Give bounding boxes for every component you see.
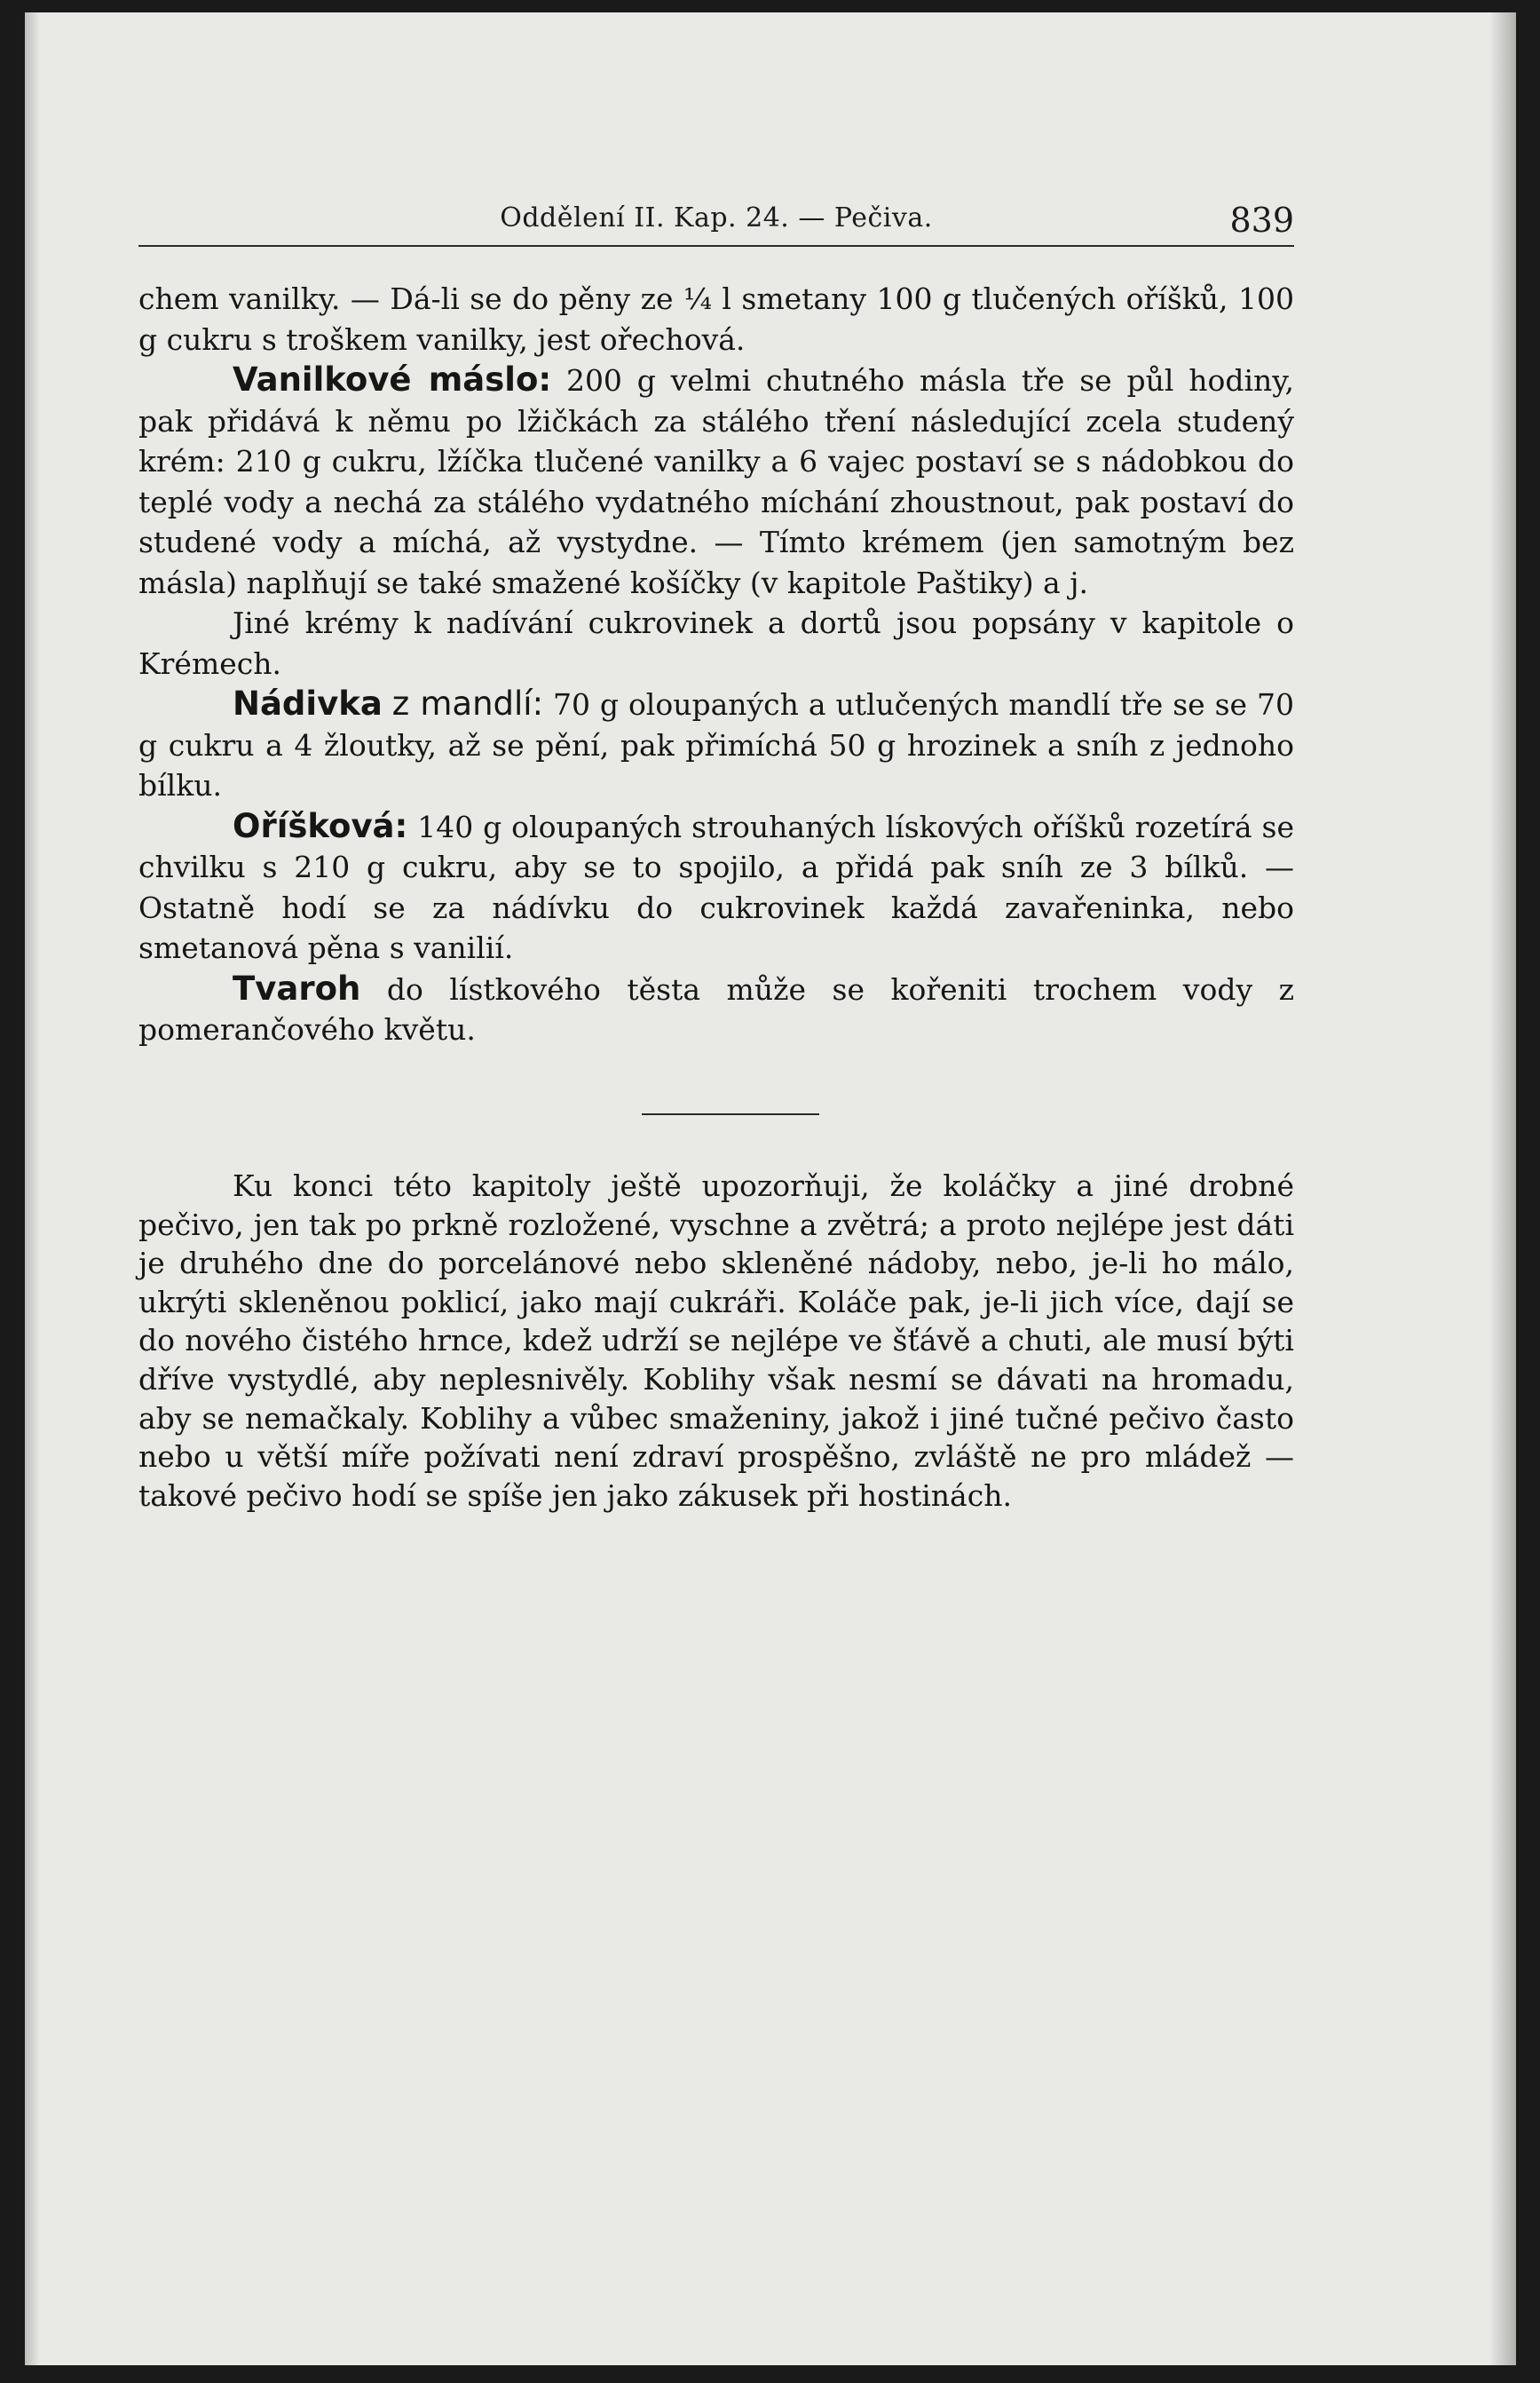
closing-section <box>138 1167 1294 1515</box>
paragraph-hazelnut <box>138 806 1294 969</box>
heading-curd: Tvaroh <box>233 969 361 1008</box>
paragraph-other-creams: Jiné krémy k nadívání cukrovinek a dortů jsou popsány v kapitole o Krémech. <box>138 606 1294 681</box>
paragraph-almond-filling <box>138 684 1294 806</box>
paragraph-continuation: chem vanilky. — Dá-li se do pěny ze ¼ l smetany 100 g tlučených oříšků, 100 g cukru s troškem vanilky, jest ořechová. <box>138 281 1294 357</box>
header-rule <box>138 245 1294 247</box>
heading-vanilla-butter: Vanilkové máslo: <box>233 360 552 399</box>
paragraph-curd <box>138 969 1294 1050</box>
closing-paragraph: Ku konci této kapitoly ještě upozorňuji, že koláčky a jiné drobné pečivo, jen tak po prkně rozložené, vyschne a zvětrá; a proto nejlépe jest dáti je druhého dne do porcelánové nebo skleněné nádoby, nebo, je-li ho málo, ukrýti skleněnou poklicí, jako mají cukráři. Koláče pak, je-li jich více, dají se do nového čistého hrnce, kdež udrží se nejlépe ve šťávě a chuti, ale musí býti dříve vystydlé, aby neplesnivěly. Koblihy však nesmí se dávati na hromadu, aby se nemačkaly. Koblihy a vůbec smaženiny, jakož i jiné tučné pečivo často nebo u větší míře požívati není zdraví prospěšno, zvláště ne pro mládež — takové pečivo hodí se spíše jen jako zákusek při hostinách. <box>138 1168 1294 1513</box>
book-page <box>25 12 1516 2365</box>
paragraph-vanilla-butter-text: 200 g velmi chutného másla tře se půl hodiny, pak přidává k němu po lžičkách za stálého tření následující zcela studený krém: 210 g cukru, lžíčka tlučené vanilky a 6 vajec postaví se s nádobkou do teplé vody a nechá za stálého vydatného míchání zhoustnout, pak postaví do studené vody a míchá, až vystydne. — Tímto krémem (jen samotným bez másla) naplňují se také smažené košíčky (v kapitole Paštiky) a j. <box>138 363 1294 600</box>
running-head: Oddělení II. Kap. 24. — Pečiva. <box>500 202 933 234</box>
paragraph-vanilla-butter <box>138 360 1294 603</box>
paragraph-hazelnut-text: 140 g oloupaných strouhaných lískových oříšků rozetírá se chvilku s 210 g cukru, aby se to spojilo, a přidá pak sníh ze 3 bílků. — Ostatně hodí se za nádívku do cukrovinek každá zavařeninka, nebo smetanová pěna s vanilií. <box>138 809 1294 965</box>
page-number: 839 <box>1229 201 1294 240</box>
paragraph-curd-text: do lístkového těsta může se kořeniti trochem vody z pomerančového květu. <box>138 971 1294 1047</box>
heading-almond-filling: Nádivka <box>233 685 383 723</box>
heading-almond-filling-suffix: z mandlí: <box>391 685 544 723</box>
paragraph-almond-filling-text: 70 g oloupaných a utlučených mandlí tře se se 70 g cukru a 4 žloutky, až se pění, pak přimíchá 50 g hrozinek a sníh z jednoho bílku. <box>138 687 1294 803</box>
main-text <box>138 279 1294 1050</box>
heading-hazelnut: Oříšková: <box>233 806 408 845</box>
section-divider <box>642 1113 819 1115</box>
page-header <box>138 190 1294 252</box>
page-edge-shadow-right <box>1489 12 1516 2365</box>
page-edge-shadow-left <box>25 12 41 2365</box>
